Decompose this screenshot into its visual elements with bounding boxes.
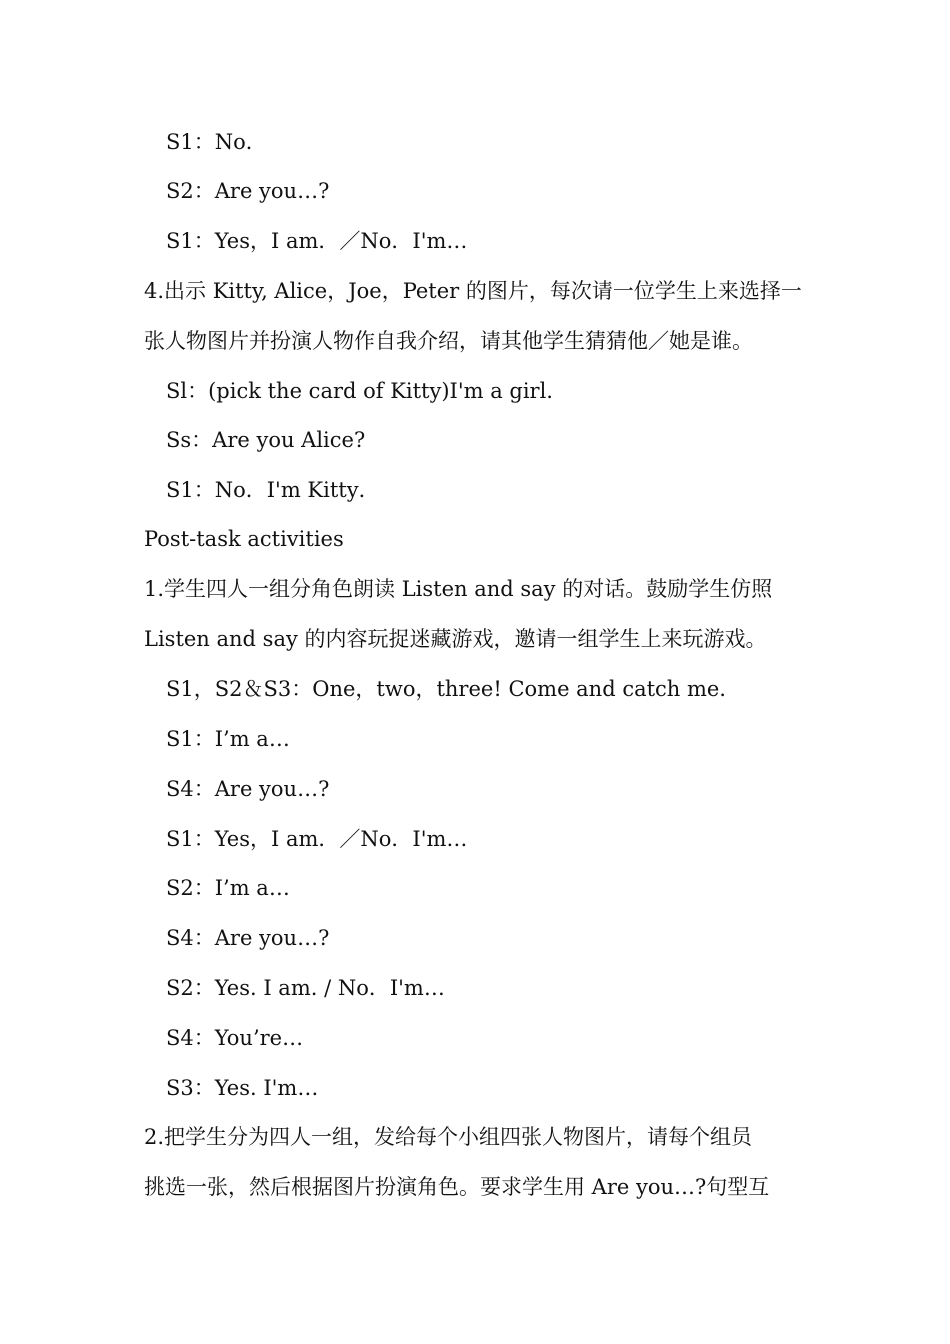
dialogue-line: S1：Yes，I am．／No．I'm… xyxy=(166,229,468,253)
dialogue-line: S1，S2＆S3：One，two，three! Come and catch me． xyxy=(166,677,741,701)
dialogue-line: S2：Are you…? xyxy=(166,179,330,203)
paragraph-line: 张人物图片并扮演人物作自我介绍，请其他学生猜猜他／她是谁。 xyxy=(144,329,753,353)
dialogue-line: S2：I’m a… xyxy=(166,876,290,900)
dialogue-line: S4：Are you…? xyxy=(166,777,330,801)
section-heading: Post-task activities xyxy=(144,527,344,551)
dialogue-line: S3：Yes. I'm… xyxy=(166,1076,319,1100)
dialogue-line: S1：Yes，I am．／No．I'm… xyxy=(166,827,468,851)
dialogue-line: S1：No． xyxy=(166,130,267,154)
paragraph-line: 1.学生四人一组分角色朗读 Listen and say 的对话。鼓励学生仿照 xyxy=(144,577,773,601)
dialogue-line: S4：You’re… xyxy=(166,1026,304,1050)
paragraph-line: 挑选一张，然后根据图片扮演角色。要求学生用 Are you…?句型互 xyxy=(144,1175,770,1199)
paragraph-line: Listen and say 的内容玩捉迷藏游戏，邀请一组学生上来玩游戏。 xyxy=(144,627,767,651)
paragraph-line: 4.出示 Kitty, Alice，Joe，Peter 的图片，每次请一位学生上来选择一 xyxy=(144,279,802,303)
dialogue-line: S4：Are you…? xyxy=(166,926,330,950)
dialogue-line: Sl：(pick the card of Kitty)I'm a girl． xyxy=(166,379,568,403)
paragraph-line: 2.把学生分为四人一组，发给每个小组四张人物图片，请每个组员 xyxy=(144,1125,753,1149)
dialogue-line: S1：No．I'm Kitty． xyxy=(166,478,380,502)
dialogue-line: Ss：Are you Alice? xyxy=(166,428,366,452)
dialogue-line: S1：I’m a… xyxy=(166,727,290,751)
dialogue-line: S2：Yes. I am. / No．I'm… xyxy=(166,976,445,1000)
